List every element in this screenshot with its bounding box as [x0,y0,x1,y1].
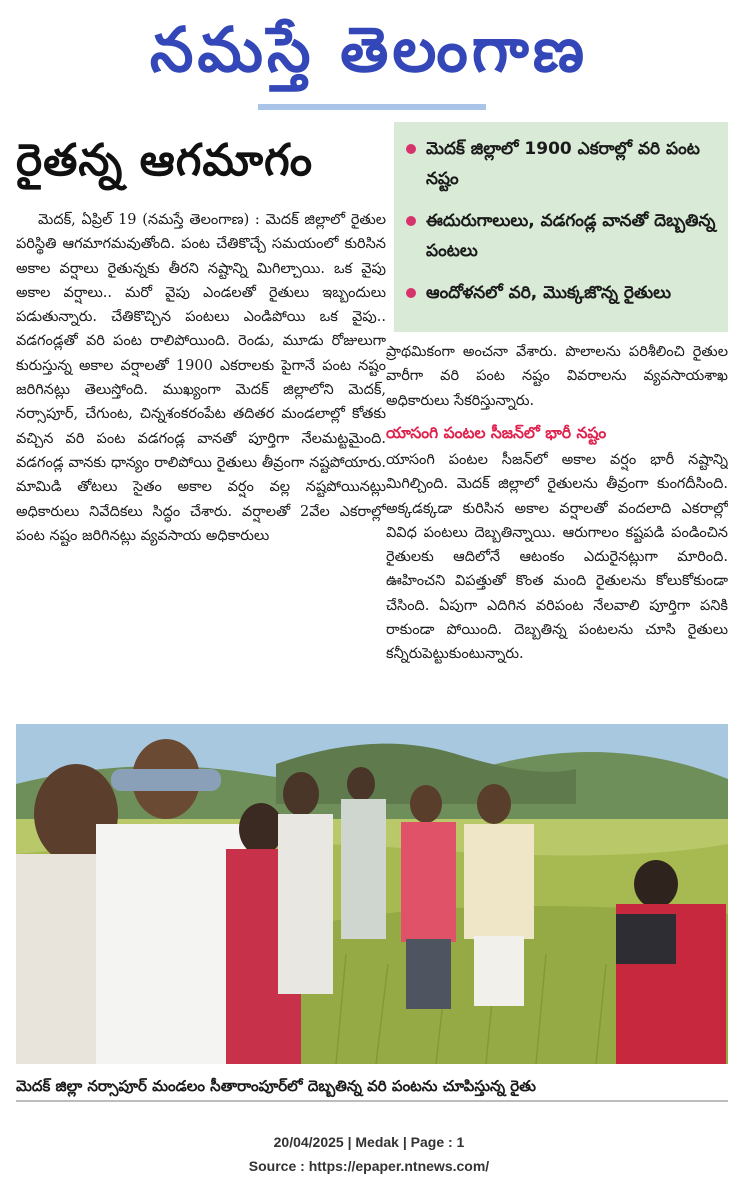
photo-caption: మెదక్ జిల్లా నర్సాపూర్ మండలం సీతారాంపూర్‌లో దెబ్బతిన్న వరి పంటను చూపిస్తున్న రైతు [16,1070,728,1102]
body-text: ప్రాథమికంగా అంచనా వేశారు. పొలాలను పరిశీలించి రైతుల వారీగా వరి పంట నష్టం వివరాలను వ్యవసాయశాఖ అధికారులు సేకరిస్తున్నారు. [386,344,728,409]
article-body-right-top [386,340,728,416]
highlight-text: ఆందోళనలో వరి, మొక్కజొన్న రైతులు [426,283,672,303]
masthead-rule [258,104,486,110]
body-text: మెదక్, ఏప్రిల్ 19 (నమస్తే తెలంగాణ) : మెదక్ జిల్లాలో రైతుల పరిస్థితి ఆగమాగమవుతోంది. పంట చేతికొచ్చే సమయంలో కురిసిన అకాల వర్షాలు రైతున్నకు తీరని నష్టాన్ని మిగిల్చాయి. ఒక వైపు అకాల వర్షాలు.. మరో వైపు ఎండలతో రైతులు ఇబ్బందులు పడుతున్నారు. చేతికొచ్చిన పంటలు ఎండిపోయి ఒక వైపు.. వడగండ్లతో వరి పంట రాలిపోయింది. రెండు, మూడు రోజులుగా కురుస్తున్న అకాల వర్షాలతో 1900 ఎకరాలకు పైగానే పంట నష్టం జరిగినట్లు తెలుస్తోంది. ముఖ్యంగా మెదక్ జిల్లాలోని మెదక్, నర్సాపూర్, చేగుంట, చిన్నశంకరంపేట తదితర మండలాల్లో కోతకు వచ్చిన వరి పంట వడగండ్ల వానతో పూర్తిగా నేలమట్టమైంది. వడగండ్ల వానకు ధాన్యం రాలిపోయి రైతులు తీవ్రంగా నష్టపోయారు. మామిడి తోటలు సైతం అకాల వర్షం వల్ల నష్టపోయినట్లు అధికారులు నివేదికలు సిద్ధం చేశారు. వర్షాలతో 2వేల ఎకరాల్లో పంట నష్టం జరిగినట్లు వ్యవసాయ అధికారులు [16,212,386,544]
highlight-item [406,206,718,266]
highlight-text: మెదక్ జిల్లాలో 1900 ఎకరాల్లో వరి పంట నష్టం [426,139,700,189]
highlight-item [406,134,718,194]
masthead [0,0,738,112]
news-photo [16,724,728,1064]
section-subheading: యాసంగి పంటల సీజన్‌లో భారీ నష్టం [386,424,607,442]
body-text: యాసంగి పంటల సీజన్‌లో అకాల వర్షం భారీ నష్టాన్ని మిగిల్చింది. మెదక్ జిల్లాలో రైతులను తీవ్రంగా కుంగదీసింది. అక్కడక్కడా కురిసిన అకాల వర్షాలతో వందలాది ఎకరాల్లో వివిధ పంటలు దెబ్బతిన్నాయి. ఆరుగాలం కష్టపడి పండించిన రైతులకు ఆదిలోనే ఆటంకం ఎదురైనట్లుగా మారింది. ఊహించని విపత్తుతో కొంత మంది రైతులను కోలుకోకుండా చేసింది. ఏపుగా ఎదిగిన వరిపంట నేలవాలి పూర్తిగా పనికి రాకుండా పోయింది. దెబ్బతిన్న పంటలను చూసి రైతులు కన్నీరుపెట్టుకుంటున్నారు. [386,452,728,663]
source-link[interactable]: Source : https://epaper.ntnews.com/ [248,1158,490,1174]
bullet-icon [406,216,416,226]
highlight-text: ఈదురుగాలులు, వడగండ్ల వానతో దెబ్బతిన్న పంటలు [426,211,716,261]
highlights-box [394,122,728,332]
field-inspection-photo [16,724,728,1064]
highlight-item [406,278,718,308]
bullet-icon [406,288,416,298]
article-body-left [16,208,386,706]
bullet-icon [406,144,416,154]
newspaper-logo: నమస్తే తెలంగాణ [149,13,589,86]
article-body-right-bottom [386,448,728,718]
article-headline: రైతన్న ఆగమాగం [16,135,313,186]
page-meta: 20/04/2025 | Medak | Page : 1 [273,1134,465,1150]
